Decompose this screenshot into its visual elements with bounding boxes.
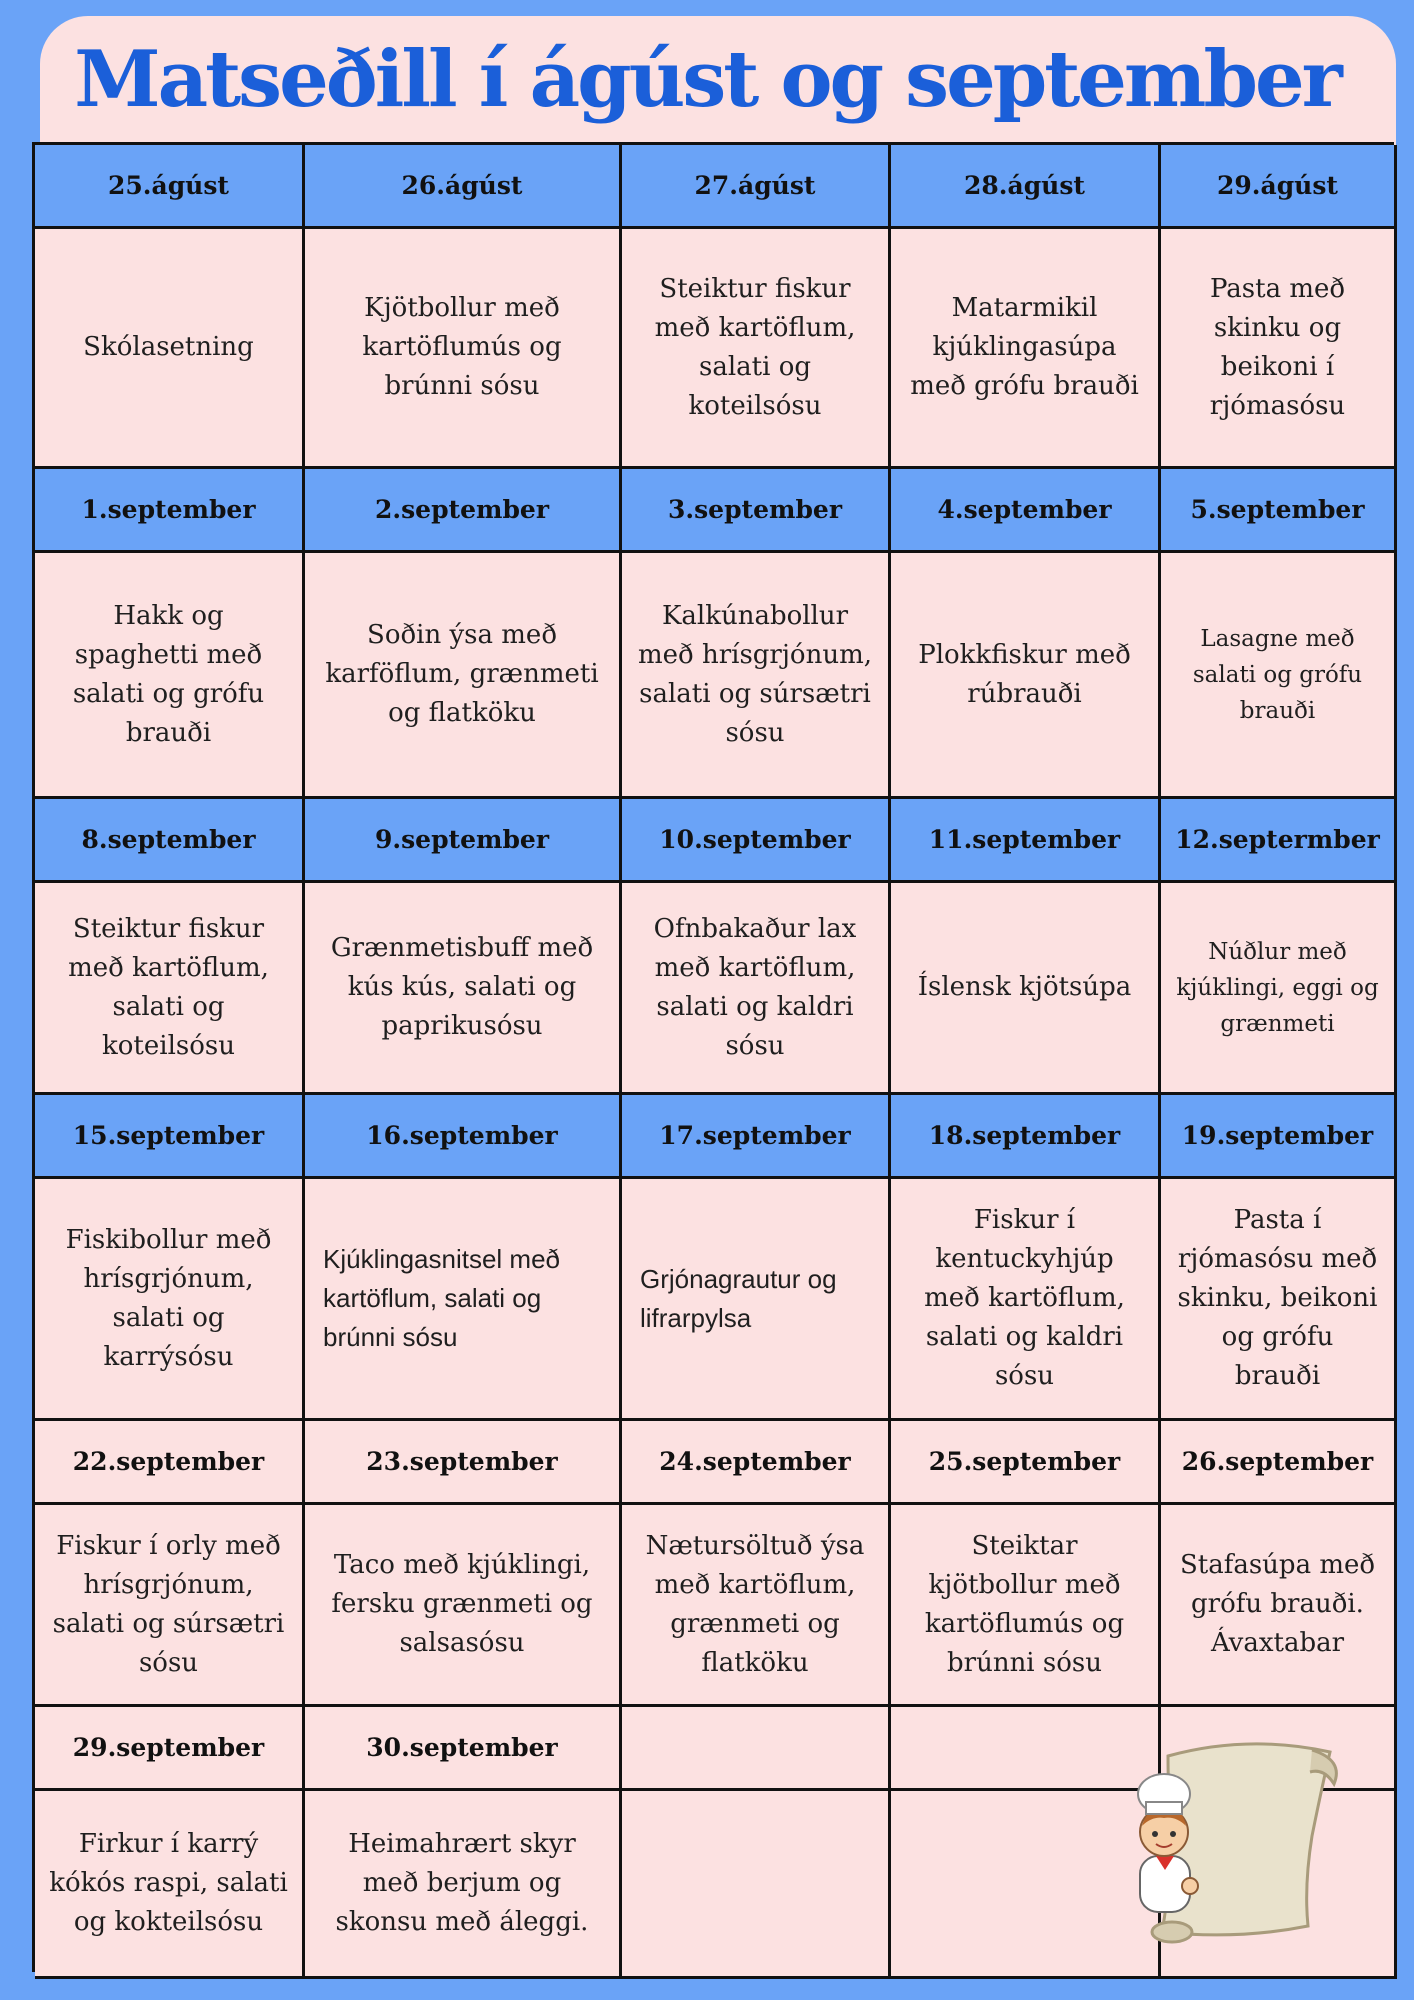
meal-cell: Steiktur fiskur með kartöflum, salati og koteilsósu [35, 883, 305, 1095]
day-header: 26.september [1161, 1421, 1397, 1505]
day-header: 4.september [891, 469, 1161, 553]
day-header: 16.september [305, 1095, 622, 1179]
meal-cell: Heimahrært skyr með berjum og skonsu með áleggi. [305, 1791, 622, 1979]
meal-cell: Steiktur fiskur með kartöflum, salati og koteilsósu [622, 229, 891, 469]
page-title: Matseðill í ágúst og september [74, 34, 1340, 125]
meal-cell: Fiskur í kentuckyhjúp með kartöflum, salati og kaldri sósu [891, 1179, 1161, 1421]
day-header [622, 1707, 891, 1791]
day-header: 23.september [305, 1421, 622, 1505]
day-header: 22.september [35, 1421, 305, 1505]
meal-cell: Kalkúnabollur með hrísgrjónum, salati og súrsætri sósu [622, 553, 891, 799]
meal-cell: Plokkfiskur með rúbrauði [891, 553, 1161, 799]
menu-table [32, 142, 1394, 1972]
meal-cell: Soðin ýsa með karföflum, grænmeti og flatköku [305, 553, 622, 799]
meal-cell: Nætursöltuð ýsa með kartöflum, grænmeti og flatköku [622, 1505, 891, 1707]
meal-cell: Firkur í karrý kókós raspi, salati og kokteilsósu [35, 1791, 305, 1979]
day-header: 12.septermber [1161, 799, 1397, 883]
day-header: 19.september [1161, 1095, 1397, 1179]
meal-cell: Grjónagrautur og lifrarpylsa [622, 1179, 891, 1421]
day-header: 25.ágúst [35, 145, 305, 229]
day-header: 18.september [891, 1095, 1161, 1179]
day-header: 28.ágúst [891, 145, 1161, 229]
meal-cell: Skólasetning [35, 229, 305, 469]
day-header: 15.september [35, 1095, 305, 1179]
meal-cell [622, 1791, 891, 1979]
meal-cell: Hakk og spaghetti með salati og grófu brauði [35, 553, 305, 799]
meal-cell: Pasta með skinku og beikoni í rjómasósu [1161, 229, 1397, 469]
day-header: 3.september [622, 469, 891, 553]
day-header: 25.september [891, 1421, 1161, 1505]
day-header: 5.september [1161, 469, 1397, 553]
day-header: 30.september [305, 1707, 622, 1791]
day-header: 11.september [891, 799, 1161, 883]
meal-cell: Taco með kjúklingi, fersku grænmeti og salsasósu [305, 1505, 622, 1707]
meal-cell: Pasta í rjómasósu með skinku, beikoni og grófu brauði [1161, 1179, 1397, 1421]
meal-cell: Matarmikil kjúklingasúpa með grófu brauði [891, 229, 1161, 469]
meal-cell: Íslensk kjötsúpa [891, 883, 1161, 1095]
meal-cell: Grænmetisbuff með kús kús, salati og paprikusósu [305, 883, 622, 1095]
meal-cell: Stafasúpa með grófu brauði. Ávaxtabar [1161, 1505, 1397, 1707]
day-header: 2.september [305, 469, 622, 553]
day-header: 27.ágúst [622, 145, 891, 229]
meal-cell: Fiskibollur með hrísgrjónum, salati og karrýsósu [35, 1179, 305, 1421]
day-header: 8.september [35, 799, 305, 883]
day-header: 24.september [622, 1421, 891, 1505]
day-header: 10.september [622, 799, 891, 883]
day-header: 1.september [35, 469, 305, 553]
day-header: 17.september [622, 1095, 891, 1179]
meal-cell: Núðlur með kjúklingi, eggi og grænmeti [1161, 883, 1397, 1095]
meal-cell: Lasagne með salati og grófu brauði [1161, 553, 1397, 799]
day-header: 29.september [35, 1707, 305, 1791]
meal-cell: Kjötbollur með kartöflumús og brúnni sósu [305, 229, 622, 469]
meal-cell: Fiskur í orly með hrísgrjónum, salati og súrsætri sósu [35, 1505, 305, 1707]
day-header: 29.ágúst [1161, 145, 1397, 229]
meal-cell: Steiktar kjötbollur með kartöflumús og brúnni sósu [891, 1505, 1161, 1707]
day-header: 9.september [305, 799, 622, 883]
meal-cell: Kjúklingasnitsel með kartöflum, salati og brúnni sósu [305, 1179, 622, 1421]
day-header: 26.ágúst [305, 145, 622, 229]
meal-cell: Ofnbakaður lax með kartöflum, salati og kaldri sósu [622, 883, 891, 1095]
chef-with-scroll-icon [1098, 1736, 1348, 1948]
